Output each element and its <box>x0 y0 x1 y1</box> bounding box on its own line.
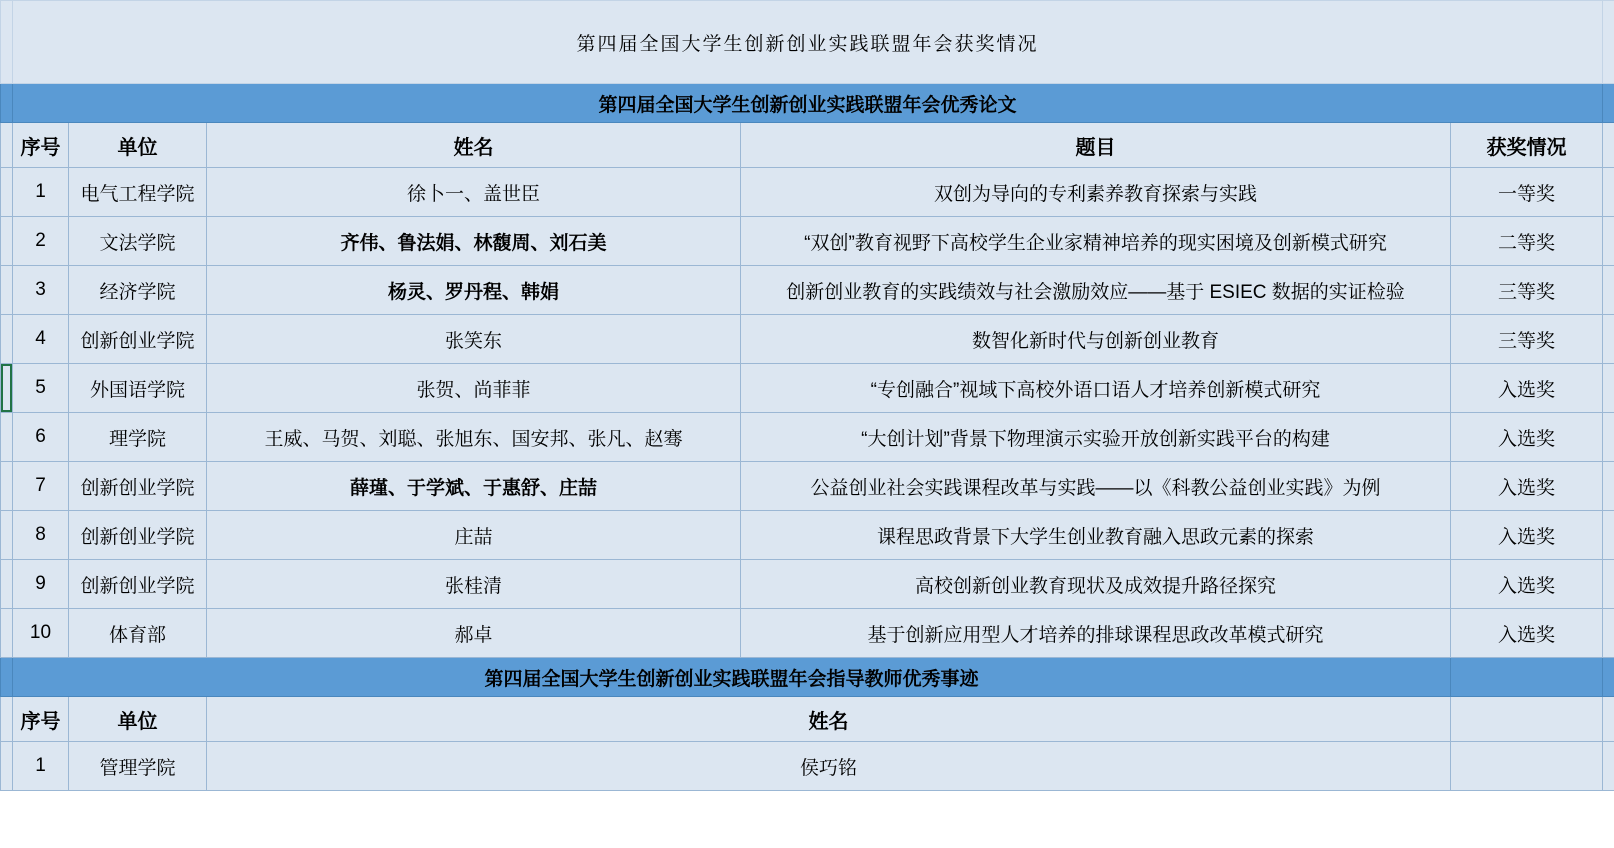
cell-title[interactable]: 数智化新时代与创新创业教育 <box>741 315 1451 364</box>
cell-seq[interactable]: 10 <box>13 609 69 658</box>
row-gutter-right <box>1603 168 1614 217</box>
row-gutter-right <box>1603 84 1614 123</box>
cell-title[interactable]: 双创为导向的专利素养教育探索与实践 <box>741 168 1451 217</box>
header-seq: 序号 <box>13 123 69 168</box>
row-gutter <box>1 462 13 511</box>
table-row[interactable] <box>1 609 1614 658</box>
section1-band-label: 第四届全国大学生创新创业实践联盟年会优秀论文 <box>13 84 1603 123</box>
cell-title[interactable]: “双创”教育视野下高校学生企业家精神培养的现实困境及创新模式研究 <box>741 217 1451 266</box>
cell-unit[interactable]: 理学院 <box>69 413 207 462</box>
row-gutter <box>1 413 13 462</box>
row-gutter-right <box>1603 511 1614 560</box>
header-unit: 单位 <box>69 123 207 168</box>
row-gutter <box>1 609 13 658</box>
table-row[interactable] <box>1 560 1614 609</box>
cell-seq[interactable]: 9 <box>13 560 69 609</box>
cell-award[interactable]: 二等奖 <box>1451 217 1603 266</box>
row-gutter-selected <box>1 364 13 413</box>
cell-unit[interactable]: 创新创业学院 <box>69 511 207 560</box>
section2-header-row <box>1 697 1614 742</box>
cell-unit[interactable]: 外国语学院 <box>69 364 207 413</box>
cell-seq[interactable]: 4 <box>13 315 69 364</box>
cell-name[interactable]: 徐卜一、盖世臣 <box>207 168 741 217</box>
row-gutter <box>1 123 13 168</box>
table-row[interactable] <box>1 266 1614 315</box>
row-gutter-right <box>1603 742 1614 791</box>
cell-award[interactable]: 入选奖 <box>1451 560 1603 609</box>
row-gutter <box>1 1 13 84</box>
row-gutter-right <box>1603 315 1614 364</box>
row-gutter <box>1 697 13 742</box>
row-gutter-right <box>1603 609 1614 658</box>
section2-band-label: 第四届全国大学生创新创业实践联盟年会指导教师优秀事迹 <box>13 658 1451 697</box>
cell-seq-2[interactable]: 1 <box>13 742 69 791</box>
cell-title[interactable]: “专创融合”视域下高校外语口语人才培养创新模式研究 <box>741 364 1451 413</box>
row-gutter-right <box>1603 462 1614 511</box>
cell-name[interactable]: 薛瑾、于学斌、于惠舒、庄喆 <box>207 462 741 511</box>
header-seq-2: 序号 <box>13 697 69 742</box>
cell-name[interactable]: 杨灵、罗丹程、韩娟 <box>207 266 741 315</box>
cell-seq[interactable]: 2 <box>13 217 69 266</box>
row-gutter <box>1 168 13 217</box>
row-gutter <box>1 742 13 791</box>
cell-title[interactable]: 课程思政背景下大学生创业教育融入思政元素的探索 <box>741 511 1451 560</box>
row-gutter-right <box>1603 1 1614 84</box>
row-gutter <box>1 84 13 123</box>
header-name-2: 姓名 <box>207 697 1451 742</box>
cell-unit[interactable]: 创新创业学院 <box>69 560 207 609</box>
row-gutter-right <box>1603 560 1614 609</box>
cell-award[interactable]: 一等奖 <box>1451 168 1603 217</box>
row-gutter <box>1 266 13 315</box>
table-row[interactable] <box>1 511 1614 560</box>
row-gutter <box>1 658 13 697</box>
cell-unit[interactable]: 创新创业学院 <box>69 462 207 511</box>
table-row[interactable] <box>1 364 1614 413</box>
table-row[interactable] <box>1 742 1614 791</box>
header-title: 题目 <box>741 123 1451 168</box>
cell-award[interactable]: 三等奖 <box>1451 315 1603 364</box>
cell-unit[interactable]: 创新创业学院 <box>69 315 207 364</box>
cell-name[interactable]: 张笑东 <box>207 315 741 364</box>
cell-name[interactable]: 张贺、尚菲菲 <box>207 364 741 413</box>
cell-name[interactable]: 郝卓 <box>207 609 741 658</box>
cell-unit-2[interactable]: 管理学院 <box>69 742 207 791</box>
cell-name[interactable]: 王威、马贺、刘聪、张旭东、国安邦、张凡、赵骞 <box>207 413 741 462</box>
cell-award[interactable]: 入选奖 <box>1451 413 1603 462</box>
row-gutter-right <box>1603 123 1614 168</box>
table-row[interactable] <box>1 462 1614 511</box>
cell-award[interactable]: 入选奖 <box>1451 364 1603 413</box>
cell-seq[interactable]: 5 <box>13 364 69 413</box>
cell-seq[interactable]: 3 <box>13 266 69 315</box>
cell-name[interactable]: 庄喆 <box>207 511 741 560</box>
cell-seq[interactable]: 6 <box>13 413 69 462</box>
row-gutter-right <box>1603 266 1614 315</box>
row-gutter <box>1 560 13 609</box>
header-blank-2 <box>1451 697 1603 742</box>
cell-seq[interactable]: 7 <box>13 462 69 511</box>
section1-band-row <box>1 84 1614 123</box>
cell-unit[interactable]: 文法学院 <box>69 217 207 266</box>
cell-award[interactable]: 三等奖 <box>1451 266 1603 315</box>
section1-header-row <box>1 123 1614 168</box>
row-gutter-right <box>1603 364 1614 413</box>
table-row[interactable] <box>1 315 1614 364</box>
page-title: 第四届全国大学生创新创业实践联盟年会获奖情况 <box>13 1 1603 84</box>
cell-seq[interactable]: 8 <box>13 511 69 560</box>
cell-title[interactable]: 基于创新应用型人才培养的排球课程思政改革模式研究 <box>741 609 1451 658</box>
cell-award[interactable]: 入选奖 <box>1451 609 1603 658</box>
row-gutter-right <box>1603 413 1614 462</box>
table-row[interactable] <box>1 217 1614 266</box>
section2-band-row <box>1 658 1614 697</box>
row-gutter <box>1 511 13 560</box>
row-gutter-right <box>1603 217 1614 266</box>
row-gutter-right <box>1603 658 1614 697</box>
cell-seq[interactable]: 1 <box>13 168 69 217</box>
row-gutter-right <box>1603 697 1614 742</box>
cell-name[interactable]: 张桂清 <box>207 560 741 609</box>
cell-title[interactable]: 公益创业社会实践课程改革与实践——以《科教公益创业实践》为例 <box>741 462 1451 511</box>
row-gutter <box>1 315 13 364</box>
title-row <box>1 1 1614 84</box>
cell-name[interactable]: 齐伟、鲁法娟、林馥周、刘石美 <box>207 217 741 266</box>
cell-blank-2[interactable] <box>1451 742 1603 791</box>
header-unit-2: 单位 <box>69 697 207 742</box>
section2-band-blank <box>1451 658 1603 697</box>
header-name: 姓名 <box>207 123 741 168</box>
cell-title[interactable]: 高校创新创业教育现状及成效提升路径探究 <box>741 560 1451 609</box>
table-row[interactable] <box>1 413 1614 462</box>
cell-unit[interactable]: 电气工程学院 <box>69 168 207 217</box>
header-award: 获奖情况 <box>1451 123 1603 168</box>
cell-name-2[interactable]: 侯巧铭 <box>207 742 1451 791</box>
row-gutter <box>1 217 13 266</box>
cell-unit[interactable]: 经济学院 <box>69 266 207 315</box>
cell-award[interactable]: 入选奖 <box>1451 511 1603 560</box>
table-row[interactable] <box>1 168 1614 217</box>
cell-award[interactable]: 入选奖 <box>1451 462 1603 511</box>
cell-unit[interactable]: 体育部 <box>69 609 207 658</box>
cell-title[interactable]: “大创计划”背景下物理演示实验开放创新实践平台的构建 <box>741 413 1451 462</box>
cell-title[interactable]: 创新创业教育的实践绩效与社会激励效应——基于 ESIEC 数据的实证检验 <box>741 266 1451 315</box>
